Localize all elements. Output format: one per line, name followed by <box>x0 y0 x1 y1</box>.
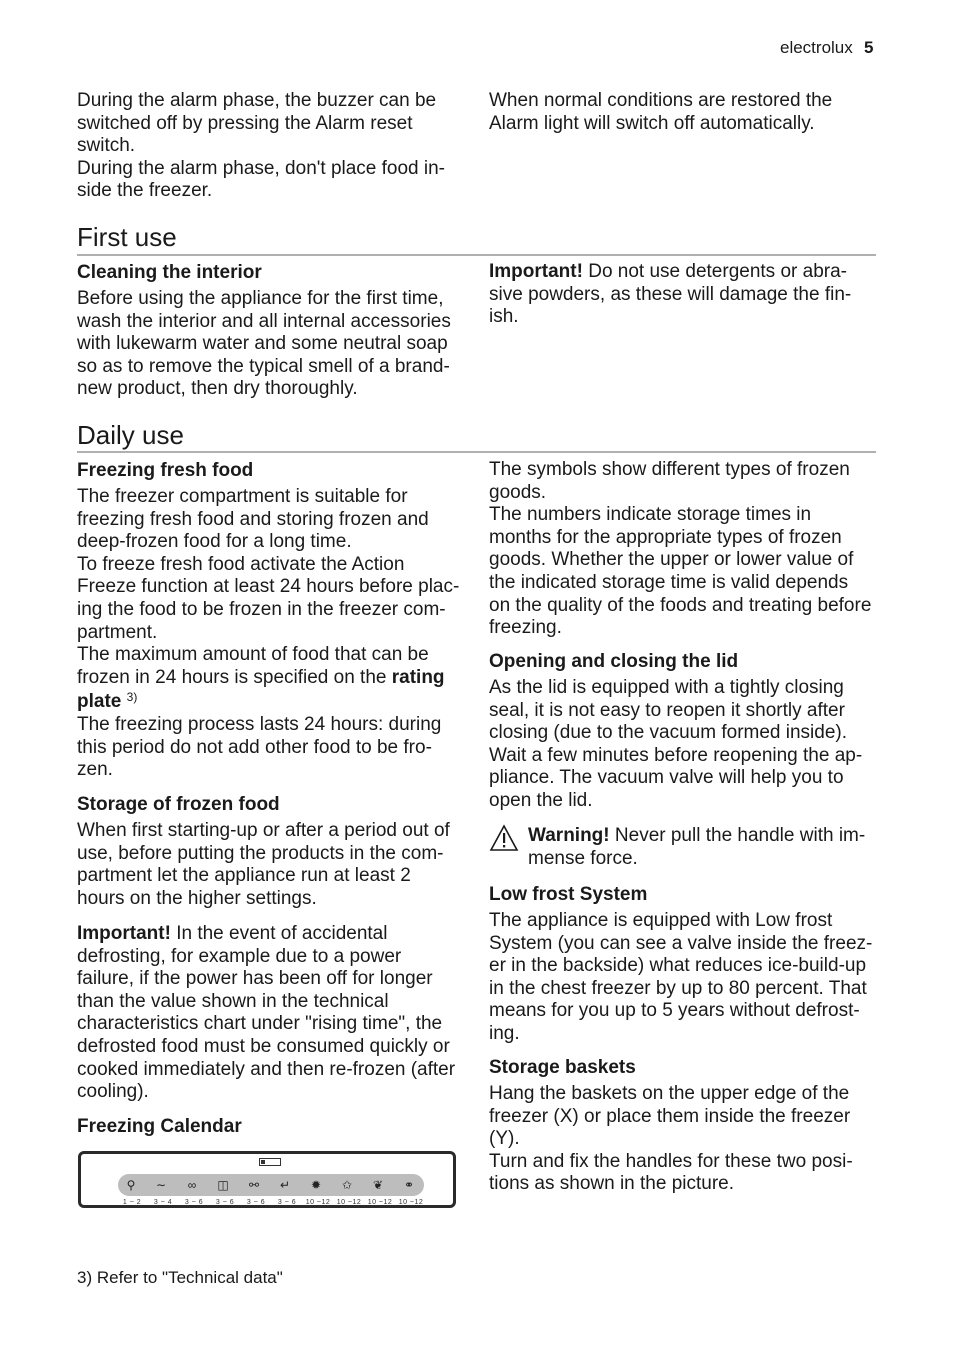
fish-icon: ∞ <box>187 1178 197 1192</box>
text-line <box>528 825 878 848</box>
text-line: failure, if the power has been off for longer <box>77 968 433 990</box>
cleaning-text <box>77 288 467 401</box>
important-label: Important! <box>489 261 583 282</box>
text-line: side the freezer. <box>77 180 213 202</box>
text-line: so as to remove the typical smell of a brand- <box>77 355 450 377</box>
sausage-icon: ∼ <box>155 1178 167 1192</box>
freezing-text <box>77 486 467 782</box>
storage-months-label: 10 ~12 <box>398 1199 424 1206</box>
text-line: The freezer compartment is suitable for <box>77 486 408 507</box>
text-line: cooked immediately and then re-frozen (after <box>77 1058 456 1080</box>
footnote-reference[interactable]: 3) <box>126 690 138 705</box>
important-defrosting-note <box>77 923 467 1104</box>
ham-icon: ⚯ <box>248 1178 260 1192</box>
important-text: In the event of accidental <box>170 923 388 944</box>
text-line: cooling). <box>77 1081 149 1103</box>
text-line: The appliance is equipped with Low frost <box>489 910 833 931</box>
text-line: sive powders, as these will damage the fin- <box>489 283 852 305</box>
cheese-icon: ◫ <box>217 1178 229 1192</box>
text-line: switch. <box>77 135 136 157</box>
footnote: 3) Refer to "Technical data" <box>77 1268 283 1287</box>
text-line: this period do not add other food to be fro- <box>77 736 432 758</box>
heading-freezing-calendar: Freezing Calendar <box>77 1116 242 1137</box>
storage-months-label: 10 ~12 <box>367 1199 393 1206</box>
freezing-calendar <box>78 1151 456 1208</box>
text-line: the indicated storage time is valid depends <box>489 571 849 593</box>
page-number: 5 <box>864 38 874 57</box>
text-line: freezing fresh food and storing frozen and <box>77 508 429 530</box>
text-line: Turn and fix the handles for these two posi- <box>489 1150 853 1172</box>
text-line: zen. <box>77 759 113 781</box>
text-line: partment let the appliance run at least 2 <box>77 865 411 887</box>
storage-months-label: 3 ~ 4 <box>153 1199 173 1206</box>
heading-freezing-fresh-food: Freezing fresh food <box>77 460 254 481</box>
text-line: mense force. <box>528 847 638 869</box>
text-line: freezing. <box>489 617 562 639</box>
freezer-star-badge <box>259 1158 281 1166</box>
warning-handle-note <box>528 825 878 870</box>
alarm-text-right <box>489 90 879 135</box>
storage-months-label: 10 ~12 <box>336 1199 362 1206</box>
text-line: goods. <box>489 481 547 503</box>
storage-months-label: 1 ~ 2 <box>122 1199 142 1206</box>
text-line: freezer (X) or place them inside the freezer (Y). <box>489 1105 851 1150</box>
text-line: partment. <box>77 621 158 643</box>
text-line: means for you up to 5 years without defrost- <box>489 1000 860 1022</box>
text-line <box>77 691 467 714</box>
text-line: with lukewarm water and some neutral soap <box>77 333 448 355</box>
text-line: defrosting, for example due to a power <box>77 945 402 967</box>
section-title-daily-use: Daily use <box>77 420 184 450</box>
text-line: use, before putting the products in the com- <box>77 842 444 864</box>
lowfrost-text <box>489 910 879 1046</box>
text-line <box>489 261 879 284</box>
important-text: Do not use detergents or abra- <box>582 261 847 282</box>
text-line: than the value shown in the technical <box>77 990 389 1012</box>
warning-label: Warning! <box>528 825 610 846</box>
text-line <box>77 667 467 690</box>
text-line: ing the food to be frozen in the freezer com- <box>77 598 446 620</box>
rating-plate-bold: plate <box>77 691 122 713</box>
storage-months-label: 3 ~ 6 <box>215 1199 235 1206</box>
storage-months-label: 3 ~ 6 <box>246 1199 266 1206</box>
text-line: Before using the appliance for the first time, <box>77 288 444 309</box>
text-line: When normal conditions are restored the <box>489 90 833 111</box>
text-line: When first starting-up or after a period out of <box>77 820 450 841</box>
text-line: The symbols show different types of frozen <box>489 459 850 480</box>
storage-months-label: 3 ~ 6 <box>184 1199 204 1206</box>
rating-plate-bold: rating <box>391 666 445 688</box>
heading-storage-frozen-food: Storage of frozen food <box>77 794 280 815</box>
text-line: To freeze fresh food activate the Action <box>77 553 405 575</box>
text-line: The numbers indicate storage times in <box>489 504 812 526</box>
text-line: in the chest freezer by up to 80 percent. That <box>489 977 867 999</box>
text-line: Alarm light will switch off automatically. <box>489 112 815 134</box>
text-line: During the alarm phase, don't place food in- <box>77 157 446 179</box>
storage-text <box>77 820 467 910</box>
fruit-icon: ⚭ <box>403 1178 415 1192</box>
text-line: Hang the baskets on the upper edge of the <box>489 1083 850 1104</box>
heading-low-frost-system: Low frost System <box>489 884 648 905</box>
alarm-text-left <box>77 90 467 203</box>
text-line: defrosted food must be consumed quickly or <box>77 1035 450 1057</box>
text-line: new product, then dry thoroughly. <box>77 378 358 400</box>
text-line <box>77 923 467 946</box>
text-line: goods. Whether the upper or lower value of <box>489 549 854 571</box>
text-span: frozen in 24 hours is specified on the <box>77 666 392 688</box>
baskets-text <box>489 1083 879 1196</box>
text-line: Freeze function at least 24 hours before plac- <box>77 576 460 598</box>
important-detergents-note <box>489 261 879 329</box>
chicken-icon: ✩ <box>341 1178 353 1192</box>
text-line: deep-frozen food for a long time. <box>77 531 352 553</box>
text-line: characteristics chart under "rising time", the <box>77 1013 443 1035</box>
text-line: ing. <box>489 1022 520 1044</box>
lid-text <box>489 677 879 813</box>
symbols-text <box>489 459 879 640</box>
text-line: tions as shown in the picture. <box>489 1173 735 1195</box>
text-line: The freezing process lasts 24 hours: during <box>77 713 442 735</box>
warning-triangle-icon <box>489 824 519 857</box>
storage-months-label: 10 ~12 <box>305 1199 331 1206</box>
warning-text: Never pull the handle with im- <box>609 825 866 846</box>
storage-months-label: 3 ~ 6 <box>277 1199 297 1206</box>
text-line: open the lid. <box>489 789 593 811</box>
section-title-first-use: First use <box>77 222 177 252</box>
text-line: As the lid is equipped with a tightly closing <box>489 677 844 698</box>
text-line: ish. <box>489 306 519 328</box>
heading-opening-closing-lid: Opening and closing the lid <box>489 651 739 672</box>
text-line: closing (due to the vacuum formed inside). <box>489 722 848 744</box>
section-divider <box>77 451 876 453</box>
brand-name: electrolux <box>780 38 853 57</box>
text-line: wash the interior and all internal accessories <box>77 310 451 332</box>
text-line: Wait a few minutes before reopening the ap- <box>489 744 863 766</box>
text-line: seal, it is not easy to reopen it shortly after <box>489 699 845 721</box>
text-line: er in the backside) what reduces ice-build-up <box>489 955 867 977</box>
poultry-icon: ✹ <box>310 1178 322 1192</box>
text-line: on the quality of the foods and treating before <box>489 594 872 616</box>
text-line: switched off by pressing the Alarm reset <box>77 112 413 134</box>
text-line: System (you can see a valve inside the freez- <box>489 932 873 954</box>
heading-storage-baskets: Storage baskets <box>489 1057 636 1078</box>
heading-cleaning-interior: Cleaning the interior <box>77 262 262 283</box>
text-line: The maximum amount of food that can be <box>77 644 429 666</box>
important-label: Important! <box>77 923 171 944</box>
text-line: hours on the higher settings. <box>77 887 317 909</box>
text-line: months for the appropriate types of frozen <box>489 526 842 548</box>
section-divider <box>77 254 876 256</box>
meat-icon: ⚲ <box>126 1178 136 1192</box>
drumstick-icon: ↵ <box>279 1178 291 1192</box>
text-line: During the alarm phase, the buzzer can be <box>77 90 437 111</box>
vegetable-icon: ❦ <box>372 1178 384 1192</box>
text-line: pliance. The vacuum valve will help you to <box>489 767 844 789</box>
